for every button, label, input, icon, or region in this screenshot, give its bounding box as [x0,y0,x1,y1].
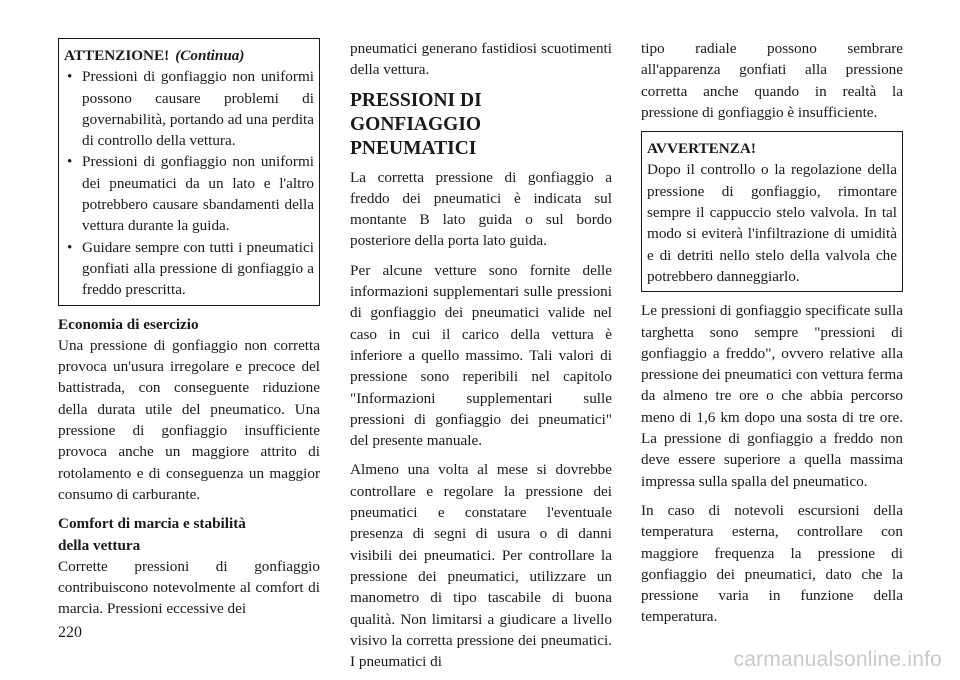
tire-pressure-paragraph-2: Per alcune vetture sono fornite delle informazioni supplementari sulle pressioni di gonfiaggio dei pneumatici valide nel caso in cui il carico della vettura è inferiore a quello massimo. Tali valori di pressione sono reperibili nel capitolo "Informazioni supplementari sulle pressioni di gonfiaggio dei pneumatici" del presente manuale. [350,261,612,450]
economy-heading: Economia di esercizio [58,315,199,333]
comfort-paragraph: Corrette pressioni di gonfiaggio contribuiscono notevolmente al comfort di marcia. Pressioni eccessive dei [58,557,320,618]
warning-bullet-list [64,66,314,300]
warning-box [58,38,320,306]
notice-text: Dopo il controllo o la regolazione della pressione di gonfiaggio, rimontare sempre il cappuccio stelo valvola. In tal modo si eviterà l'infiltrazione di umidità e di detriti nello stelo della valvola che potrebbero danneggiarlo. [647,161,897,285]
warning-bullet: • Pressioni di gonfiaggio non uniformi possono causare problemi di governabilità, portando ad una perdita di controllo della vettura. [64,66,314,151]
comfort-heading-line2: della vettura [58,536,141,554]
section-heading-line2: GONFIAGGIO PNEUMATICI [350,113,482,159]
warning-title [64,45,314,66]
warning-bullet: • Pressioni di gonfiaggio non uniformi dei pneumatici da un lato e l'altro potrebbero causare sbandamenti della vettura durante la guida. [64,151,314,236]
comfort-heading-line1: Comfort di marcia e stabilità [58,515,246,533]
cold-pressure-paragraph: Le pressioni di gonfiaggio specificate sulla targhetta sono sempre "pressioni di gonfiaggio a freddo", ovvero relative alla pressione dei pneumatici con vettura ferma da almeno tre ore o che abbia percorso meno di 1,6 km dopo una sosta di tre ore. La pressione di gonfiaggio a freddo non deve essere superiore a quella massima impressa sulla spalla del pneumatico. [641,302,903,490]
warning-continued-label: (Continua) [175,47,245,64]
watermark: carmanualsonline.info [733,648,942,671]
section-heading-line1: PRESSIONI DI [350,89,482,111]
temperature-paragraph: In caso di notevoli escursioni della temperatura esterna, controllare con maggiore frequenza la pressione di gonfiaggio dei pneumatici, dato che la pressione varia in funzione della temperatura. [641,501,903,626]
tire-pressure-paragraph-3: Almeno una volta al mese si dovrebbe controllare e regolare la pressione dei pneumatici e constatare l'eventuale presenza di segni di usura o di danni visibili dei pneumatici. Per controllare la pressione dei pneumatici, utilizzare un manometro di tipo tascabile di buona qualità. Non limitarsi a giudicare a livello visivo la corretta pressione dei pneumatici. I pneumatici di [350,461,612,671]
column-3 [641,38,903,636]
continuation-paragraph: tipo radiale possono sembrare all'apparenza gonfiati alla pressione corretta anche quando in realtà la pressione di gonfiaggio è insufficiente. [641,40,903,121]
continuation-paragraph: pneumatici generano fastidiosi scuotimenti della vettura. [350,40,612,79]
column-1 [58,38,320,628]
notice-box [641,131,903,292]
column-2 [350,38,612,680]
economy-paragraph: Una pressione di gonfiaggio non corretta provoca un'usura irregolare e precoce del battistrada, con conseguente riduzione della durata utile del pneumatico. Una pressione di gonfiaggio insufficiente provoca anche un maggiore attrito di rotolamento e di conseguenza un maggior consumo di carburante. [58,336,320,503]
warning-title-text: ATTENZIONE! [64,47,170,64]
tire-pressure-paragraph-1: La corretta pressione di gonfiaggio a freddo dei pneumatici è indicata sul montante B lato guida o sul bordo posteriore della porta lato guida. [350,168,612,250]
section-heading [350,89,612,161]
warning-bullet: • Guidare sempre con tutti i pneumatici gonfiati alla pressione di gonfiaggio a freddo prescritta. [64,237,314,301]
notice-title: AVVERTENZA! [647,140,756,158]
page-number: 220 [58,624,82,641]
